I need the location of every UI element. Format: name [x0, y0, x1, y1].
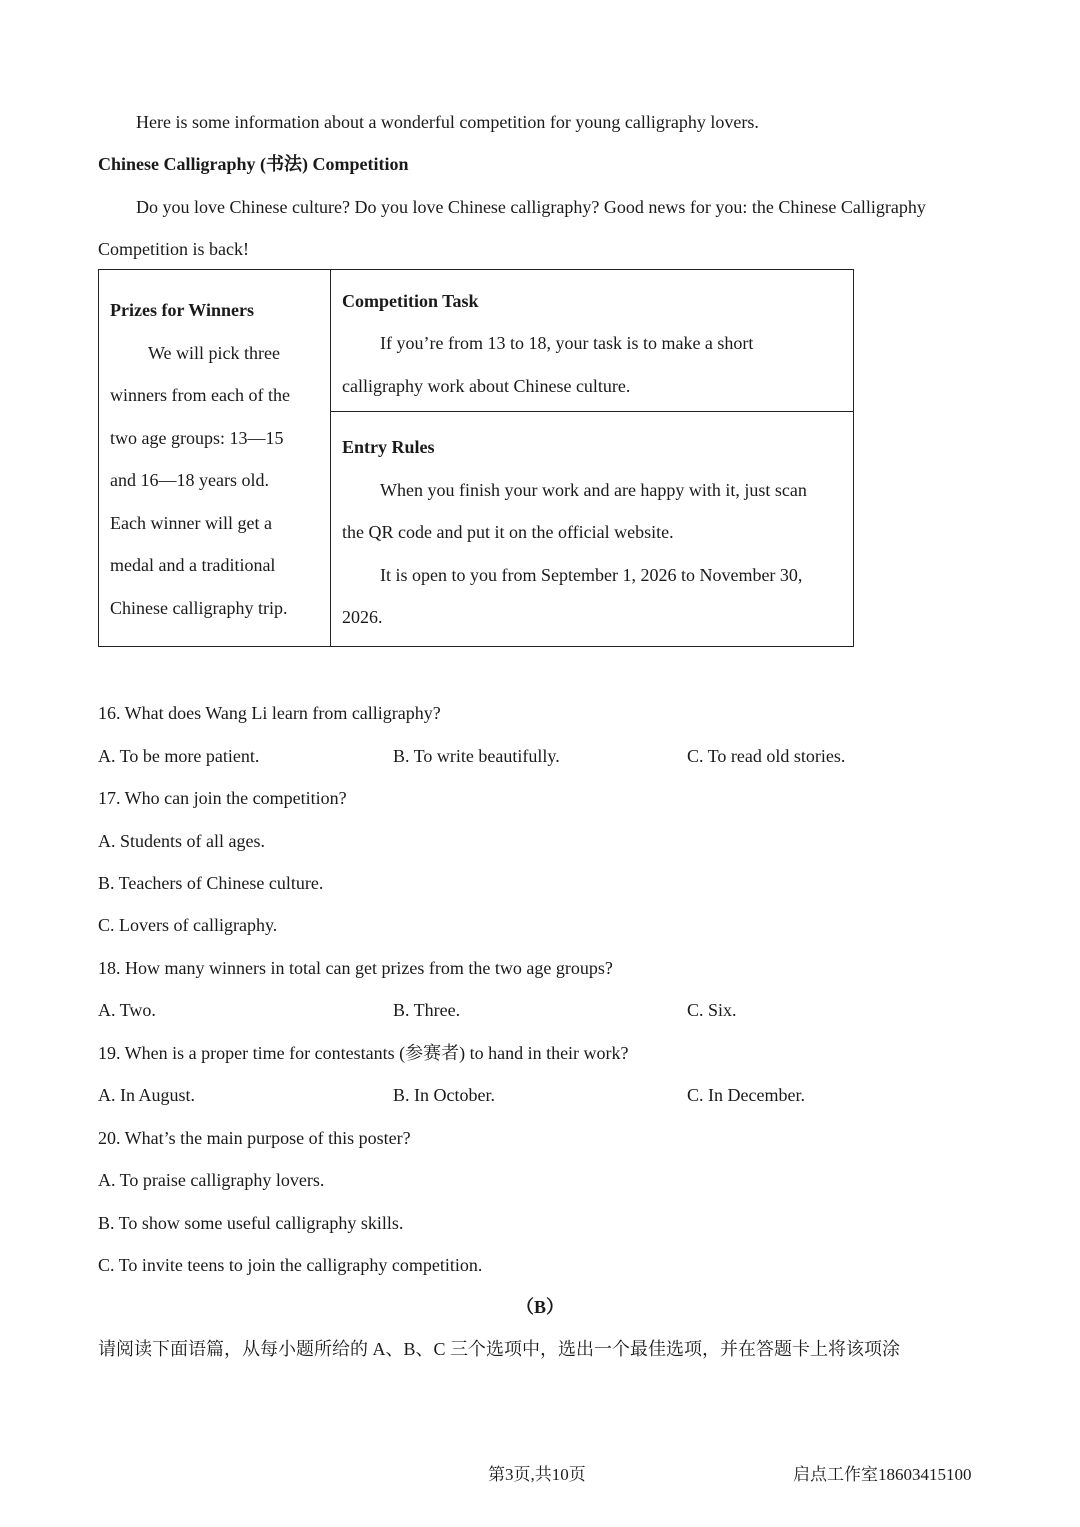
question-text: 17. Who can join the competition? — [98, 788, 347, 808]
lead-line-1: Do you love Chinese culture? Do you love Chinese calligraphy? Good news for you: the Chinese Calligraphy — [136, 197, 926, 217]
option-b: B. To show some useful calligraphy skills. — [98, 1213, 404, 1233]
prizes-title: Prizes for Winners — [110, 300, 254, 320]
competition-info-table — [98, 269, 854, 647]
task-line: calligraphy work about Chinese culture. — [342, 376, 631, 396]
passage-heading: Chinese Calligraphy (书法) Competition — [98, 154, 409, 174]
table-vertical-divider — [330, 270, 331, 646]
option-c: C. To invite teens to join the calligraphy competition. — [98, 1255, 483, 1275]
section-label: （B） — [515, 1297, 564, 1317]
question-text: 18. How many winners in total can get prizes from the two age groups? — [98, 958, 613, 978]
table-horizontal-divider — [330, 411, 853, 412]
prizes-line: We will pick three — [148, 343, 281, 363]
rules-line: It is open to you from September 1, 2026 to November 30, — [380, 565, 803, 585]
option-a: A. Two. — [98, 1000, 156, 1020]
task-title: Competition Task — [342, 291, 479, 311]
section-instruction: 请阅读下面语篇，从每小题所给的 A、B、C 三个选项中，选出一个最佳选项，并在答题卡上将该项涂 — [98, 1339, 901, 1359]
prizes-line: winners from each of the — [110, 385, 290, 405]
option-c: C. In December. — [687, 1085, 805, 1105]
option-b: B. In October. — [393, 1085, 495, 1105]
option-a: A. In August. — [98, 1085, 196, 1105]
prizes-line: Each winner will get a — [110, 513, 272, 533]
studio-credit: 启点工作室18603415100 — [793, 1465, 972, 1484]
rules-line: the QR code and put it on the official website. — [342, 522, 674, 542]
option-c: C. Lovers of calligraphy. — [98, 915, 278, 935]
prizes-line: two age groups: 13—15 — [110, 428, 284, 448]
option-c: C. Six. — [687, 1000, 737, 1020]
question-text: 20. What’s the main purpose of this poster? — [98, 1128, 411, 1148]
rules-line: When you finish your work and are happy with it, just scan — [380, 480, 807, 500]
option-a: A. Students of all ages. — [98, 831, 265, 851]
option-c: C. To read old stories. — [687, 746, 846, 766]
rules-title: Entry Rules — [342, 437, 435, 457]
page-number: 第3页,共10页 — [488, 1465, 586, 1484]
prizes-line: and 16—18 years old. — [110, 470, 269, 490]
option-a: A. To praise calligraphy lovers. — [98, 1170, 325, 1190]
question-text: 19. When is a proper time for contestants (参赛者) to hand in their work? — [98, 1043, 629, 1063]
prizes-line: medal and a traditional — [110, 555, 276, 575]
intro-text: Here is some information about a wonderful competition for young calligraphy lovers. — [136, 112, 759, 132]
rules-line: 2026. — [342, 607, 383, 627]
option-a: A. To be more patient. — [98, 746, 260, 766]
lead-line-2: Competition is back! — [98, 239, 249, 259]
question-text: 16. What does Wang Li learn from calligraphy? — [98, 703, 441, 723]
option-b: B. Teachers of Chinese culture. — [98, 873, 324, 893]
option-b: B. Three. — [393, 1000, 461, 1020]
option-b: B. To write beautifully. — [393, 746, 560, 766]
prizes-line: Chinese calligraphy trip. — [110, 598, 288, 618]
task-line: If you’re from 13 to 18, your task is to make a short — [380, 333, 754, 353]
